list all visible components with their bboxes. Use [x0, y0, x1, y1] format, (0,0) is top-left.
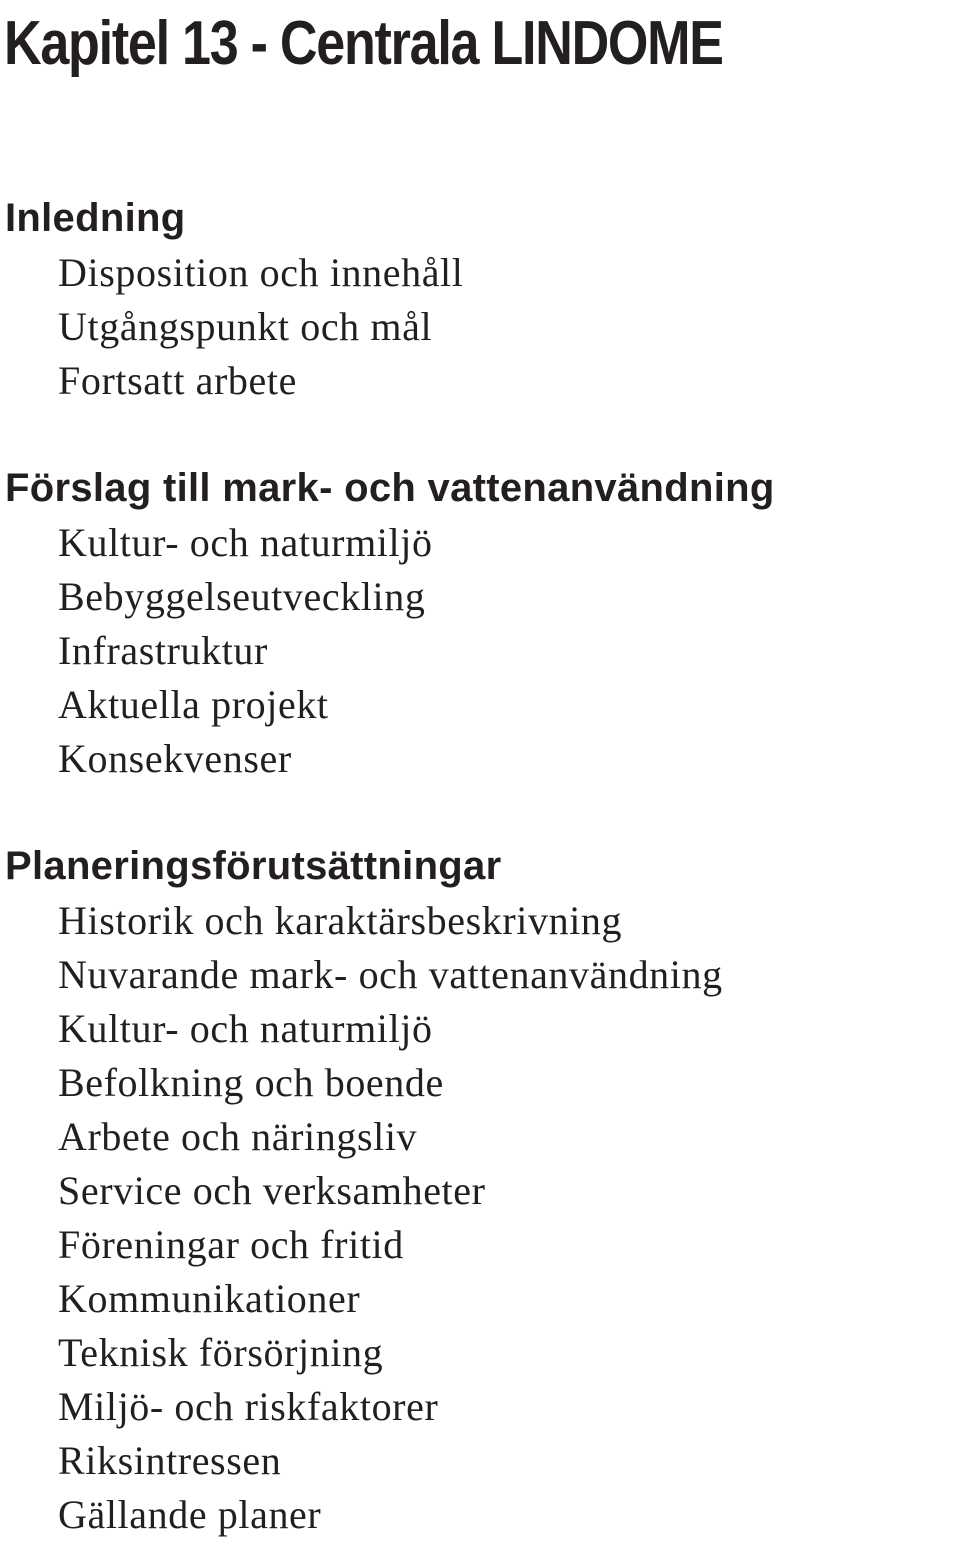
list-item: Gällande planer — [58, 1492, 322, 1537]
list-item: Föreningar och fritid — [58, 1222, 404, 1267]
list-item: Riksintressen — [58, 1438, 282, 1483]
list-item: Kultur- och naturmiljö — [58, 1006, 433, 1051]
section-heading: Förslag till mark- och vattenanvändning — [5, 466, 775, 510]
page-title: Kapitel 13 - Centrala LINDOME — [4, 9, 723, 78]
section-forslag — [0, 460, 960, 786]
list-item: Nuvarande mark- och vattenanvändning — [58, 952, 723, 997]
list-item: Teknisk försörjning — [58, 1330, 384, 1375]
list-item: Service och verksamheter — [58, 1168, 486, 1213]
list-item: Aktuella projekt — [58, 682, 329, 727]
item-list — [0, 246, 960, 408]
list-item: Disposition och innehåll — [58, 250, 464, 295]
list-item: Utgångspunkt och mål — [58, 304, 433, 349]
section-inledning — [0, 190, 960, 408]
list-item: Historik och karaktärsbeskrivning — [58, 898, 623, 943]
item-list — [0, 516, 960, 786]
list-item: Bebyggelseutveckling — [58, 574, 426, 619]
section-planeringsforutsattningar — [0, 838, 960, 1542]
list-item: Befolkning och boende — [58, 1060, 444, 1105]
list-item: Fortsatt arbete — [58, 358, 297, 403]
list-item: Kultur- och naturmiljö — [58, 520, 433, 565]
list-item: Miljö- och riskfaktorer — [58, 1384, 439, 1429]
list-item: Kommunikationer — [58, 1276, 361, 1321]
section-heading: Inledning — [5, 196, 186, 240]
section-heading: Planeringsförutsättningar — [5, 844, 502, 888]
list-item: Arbete och näringsliv — [58, 1114, 418, 1159]
list-item: Infrastruktur — [58, 628, 268, 673]
item-list — [0, 894, 960, 1542]
list-item: Konsekvenser — [58, 736, 292, 781]
